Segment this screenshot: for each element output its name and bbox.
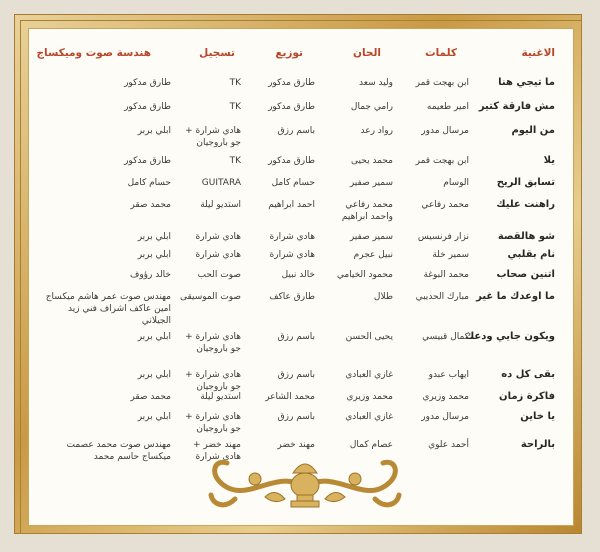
row-6-lyrics: محمد رفاعي [421,200,469,210]
header-recording: تسجيل [199,47,235,59]
ornament-icon [195,447,415,521]
row-12-recording: هادي شرارة + جو باروجيان [185,370,241,392]
row-15-lyrics: أحمد علوي [428,440,469,450]
credits-page [28,28,574,526]
row-10-composer: طلال [373,292,393,302]
row-9-composer: محمود الخيامي [336,270,393,280]
row-4-lyrics: ابن بهجت قمر [415,156,469,166]
row-7-song: شو هالقصة [497,231,555,242]
row-8-song: نام بقلبي [507,249,555,260]
row-2-lyrics: امير طعيمه [426,102,469,112]
row-10-engineering: مهندس صوت عمر هاشم ميكساج امين عاكف اشراف فني زيد الجيلاني [45,292,171,326]
row-7-recording: هادي شرارة [195,232,241,242]
row-13-engineering: محمد صقر [130,392,171,402]
row-4-composer: محمد يحيى [351,156,393,166]
row-9-engineering: خالد رؤوف [129,270,171,280]
row-15-song: بالراحة [520,439,555,450]
row-13-lyrics: محمد وزيري [422,392,469,402]
row-9-arrangement: خالد نبيل [281,270,315,280]
row-13-arrangement: محمد الشاعر [265,392,315,402]
row-6-engineering: محمد صقر [130,200,171,210]
row-12-lyrics: ايهاب عبدو [428,370,469,380]
row-6-song: راهنت عليك [496,199,555,210]
row-1-engineering: طارق مدكور [124,78,171,88]
row-11-engineering: ابلي بربر [137,332,171,342]
row-14-arrangement: باسم رزق [277,412,315,422]
row-9-song: اتنين صحاب [496,269,555,280]
row-12-composer: غازي العبادي [345,370,393,380]
row-5-lyrics: الوسام [443,178,469,188]
row-1-composer: وليد سعد [359,78,393,88]
header-engineering: هندسة صوت وميكساج [36,47,151,59]
row-14-engineering: ابلي بربر [137,412,171,422]
row-7-lyrics: نزار فرنسيس [417,232,469,242]
row-10-lyrics: مبارك الحديبي [415,292,469,302]
row-15-recording: مهند خضر + هادي شرارة [192,440,241,462]
row-7-engineering: ابلي بربر [137,232,171,242]
header-composer: الحان [352,47,381,59]
row-15-arrangement: مهند خضر [277,440,315,450]
row-1-song: ما تيجي هنا [498,77,555,88]
row-4-engineering: طارق مدكور [124,156,171,166]
row-11-song: ويكون جايي ودعك [465,331,555,342]
row-14-composer: غازي العبادي [345,412,393,422]
row-4-arrangement: طارق مدكور [268,156,315,166]
row-14-song: يا خاين [520,411,555,422]
row-5-song: تسابق الريح [496,177,555,188]
row-2-engineering: طارق مدكور [124,102,171,112]
row-6-composer: محمد رفاعي واحمد ابراهيم [341,200,393,222]
row-10-song: ما اوعدك ما غير [476,291,555,302]
row-5-recording: GUITARA [201,178,241,188]
row-6-recording: استديو ليلة [200,200,241,210]
row-8-engineering: ابلي بربر [137,250,171,260]
row-11-lyrics: كمال قبيسي [422,332,469,342]
row-13-recording: استديو ليلة [200,392,241,402]
row-2-arrangement: طارق مدكور [268,102,315,112]
row-8-recording: هادي شرارة [195,250,241,260]
row-1-lyrics: ابن بهجت قمر [415,78,469,88]
row-8-lyrics: سمير خلة [432,250,469,260]
row-7-arrangement: هادي شرارة [269,232,315,242]
row-14-recording: هادي شرارة + جو باروجيان [185,412,241,434]
row-13-song: فاكرة زمان [499,391,555,402]
row-8-arrangement: هادي شرارة [269,250,315,260]
row-9-lyrics: محمد البوغة [423,270,469,280]
row-3-recording: هادي شرارة + جو باروجيان [185,126,241,148]
row-15-engineering: مهندس صوت محمد عصمت ميكساج حاسم محمد [66,440,171,462]
row-1-arrangement: طارق مدكور [268,78,315,88]
row-4-song: يلا [543,155,555,166]
row-11-composer: يحيى الحسن [345,332,393,342]
row-11-recording: هادي شرارة + جو باروجيان [185,332,241,354]
header-lyrics: كلمات [425,47,457,59]
row-3-engineering: ابلي بربر [137,126,171,136]
row-7-composer: سمير صفير [349,232,393,242]
header-arrangement: توزيع [275,47,303,59]
row-13-composer: محمد وزيري [346,392,393,402]
row-11-arrangement: باسم رزق [277,332,315,342]
row-2-recording: TK [229,102,241,112]
row-3-composer: رواد رعد [360,126,393,136]
row-2-song: مش فارقة كتير [478,101,555,112]
row-5-arrangement: حسام كامل [271,178,315,188]
row-2-composer: رامي جمال [350,102,393,112]
row-12-arrangement: باسم رزق [277,370,315,380]
row-3-song: من اليوم [511,125,555,136]
row-6-arrangement: احمد ابراهيم [268,200,315,210]
row-15-composer: عصام كمال [349,440,393,450]
row-3-arrangement: باسم رزق [277,126,315,136]
row-9-recording: صوت الحب [197,270,241,280]
row-3-lyrics: مرسال مدور [421,126,469,136]
row-14-lyrics: مرسال مدور [421,412,469,422]
row-1-recording: TK [229,78,241,88]
header-song: الاغنية [521,47,555,59]
row-4-recording: TK [229,156,241,166]
row-10-recording: صوت الموسيقى [179,292,241,302]
row-8-composer: نبيل عجرم [353,250,393,260]
row-10-arrangement: طارق عاكف [269,292,315,302]
row-12-song: بقى كل ده [501,369,555,380]
row-5-composer: سمير صفير [349,178,393,188]
row-5-engineering: حسام كامل [127,178,171,188]
row-12-engineering: ابلي بربر [137,370,171,380]
